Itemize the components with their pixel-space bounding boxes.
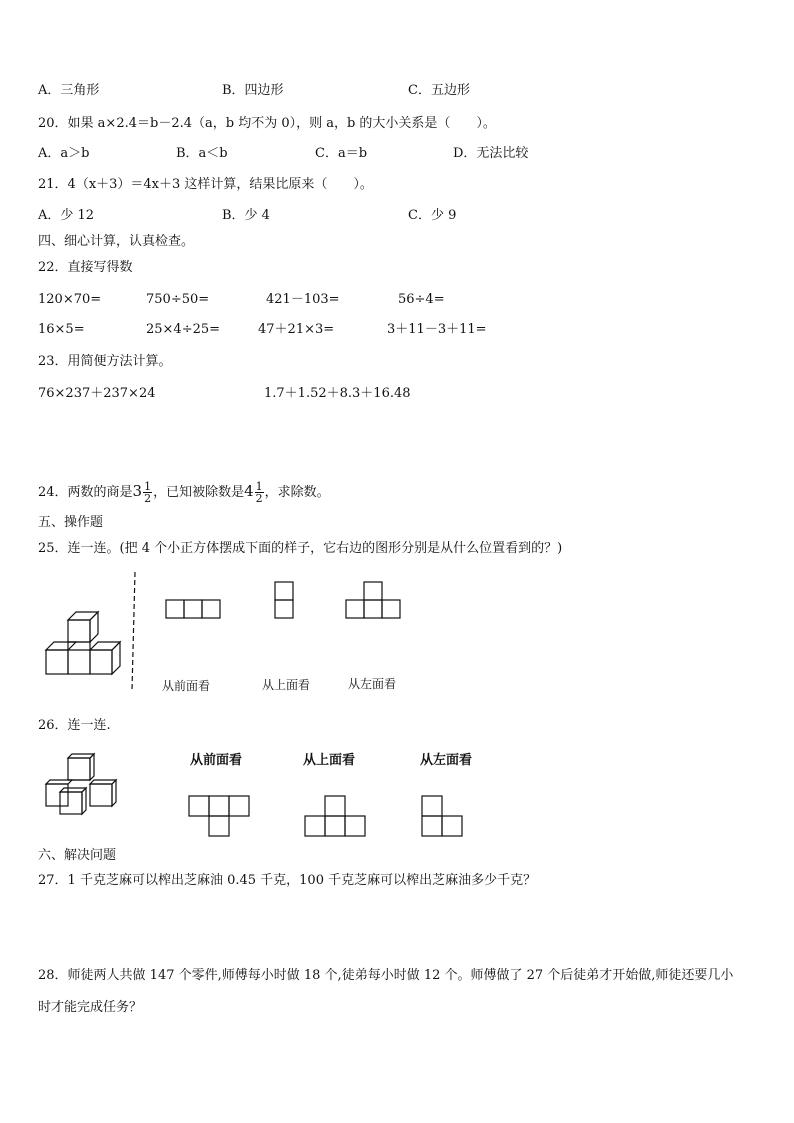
dashed-divider	[130, 572, 140, 692]
caption-top-view: 从上面看	[262, 678, 311, 692]
q24-middle: ，已知被除数是	[153, 485, 245, 500]
section-heading: 五、操作题	[38, 515, 104, 530]
left-view-figure	[345, 581, 403, 621]
denominator: 2	[255, 492, 263, 505]
section-heading: 六、解决问题	[38, 848, 117, 863]
cube-stack-figure	[44, 592, 124, 682]
question-28-line2: 时才能完成任务？	[38, 1000, 143, 1015]
option-a: A．少 12	[38, 208, 95, 223]
q24-suffix: ，求除数。	[264, 485, 330, 500]
caption-front-view: 从前面看	[162, 679, 211, 693]
calc-item: 47＋21×3=	[258, 322, 335, 337]
left-view-figure	[421, 795, 465, 839]
option-b: B．少 4	[222, 208, 270, 223]
question-25: 25．连一连。(把 4 个小正方体摆成下面的样子，它右边的图形分别是从什么位置看到的？)	[38, 541, 563, 556]
calc-item: 25×4÷25=	[146, 322, 221, 337]
question-28-line1: 28．师徒两人共做 147 个零件,师傅每小时做 18 个,徒弟每小时做 12 个。师傅做了 27 个后徒弟才开始做,师徒还要几小	[38, 968, 734, 983]
option-c: C．a＝b	[315, 146, 368, 161]
calc-item: 421－103=	[266, 292, 340, 307]
calc-item: 120×70=	[38, 292, 102, 307]
front-view-figure	[165, 599, 223, 621]
mixed-number-whole: 4	[244, 482, 254, 500]
fraction	[255, 481, 264, 504]
top-view-figure	[274, 581, 296, 621]
question-24	[38, 474, 330, 510]
question-27: 27．1 千克芝麻可以榨出芝麻油 0.45 千克，100 千克芝麻可以榨出芝麻油多少千克？	[38, 873, 537, 888]
question-23: 23．用简便方法计算。	[38, 354, 172, 369]
option-b: B．a＜b	[176, 146, 228, 161]
question-20: 20．如果 a×2.4＝b－2.4（a，b 均不为 0），则 a，b 的大小关系是（ ）。	[38, 116, 496, 131]
calc-item: 16×5=	[38, 322, 85, 337]
label-front-view: 从前面看	[190, 753, 243, 768]
caption-left-view: 从左面看	[348, 677, 397, 691]
question-26: 26．连一连.	[38, 718, 111, 733]
cube-cross-figure	[42, 752, 126, 818]
calc-item: 750÷50=	[146, 292, 210, 307]
numerator: 1	[255, 480, 263, 493]
calc-item: 76×237＋237×24	[38, 386, 156, 401]
mixed-number-whole: 3	[132, 482, 143, 500]
option-d: D．无法比较	[453, 146, 529, 161]
numerator: 1	[144, 480, 152, 493]
question-22: 22．直接写得数	[38, 260, 133, 275]
fraction	[143, 481, 152, 504]
front-view-figure	[188, 795, 252, 839]
calc-item: 3＋11－3＋11=	[387, 322, 487, 337]
option-a: A．a＞b	[38, 146, 90, 161]
section-heading: 四、细心计算，认真检查。	[38, 234, 195, 249]
option-b: B．四边形	[222, 83, 284, 98]
option-c: C．五边形	[408, 83, 470, 98]
label-top-view: 从上面看	[303, 753, 356, 768]
calc-item: 56÷4=	[398, 292, 445, 307]
q24-prefix: 24．两数的商是	[38, 485, 133, 500]
option-a: A．三角形	[38, 83, 100, 98]
top-view-figure	[304, 795, 368, 839]
denominator: 2	[144, 492, 152, 505]
calc-item: 1.7＋1.52＋8.3＋16.48	[264, 386, 411, 401]
option-c: C．少 9	[408, 208, 457, 223]
question-21: 21．4（x＋3）＝4x＋3 这样计算，结果比原来（ ）。	[38, 177, 373, 192]
label-left-view: 从左面看	[420, 753, 473, 768]
